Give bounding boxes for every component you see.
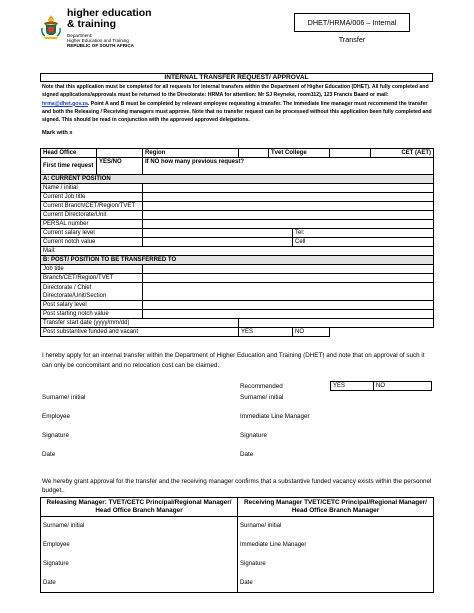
table-row <box>41 184 434 193</box>
application-table <box>40 148 434 337</box>
recommended-label: Recommended <box>240 383 283 390</box>
receiving-surname-field[interactable]: Surname/ initial <box>238 517 434 536</box>
recommend-yes[interactable]: YES <box>331 382 374 391</box>
post-salary-input[interactable] <box>143 301 434 310</box>
logo-country: REPUBLIC OF SOUTH AFRICA <box>67 43 134 49</box>
releasing-date-field[interactable]: Date <box>41 574 238 593</box>
current-directorate-label: Current Directorate/Unit <box>41 211 143 220</box>
applicant-date-label: Date <box>42 451 56 458</box>
salary-level-label: Current salary level <box>41 229 143 238</box>
manager-date-label: Date <box>240 451 254 458</box>
releasing-employee-field[interactable]: Employee <box>41 536 238 555</box>
head-office-label: Head Office <box>41 149 97 158</box>
table-row <box>41 158 434 175</box>
document-reference: DHET/HRMA/006 – Internal Transfer <box>294 13 410 32</box>
manager-surname-label: Surname/ initial <box>240 394 284 401</box>
directorate-label-line-2: Directorate/Unit/Section <box>43 292 107 299</box>
tvet-college-mark[interactable] <box>330 149 371 158</box>
table-row <box>41 229 434 238</box>
previous-requests-field[interactable]: If NO how many previous request? <box>143 158 434 175</box>
table-row <box>41 238 434 247</box>
notch-input[interactable] <box>143 238 293 247</box>
substantive-label: Post substantive funded and vacant <box>41 328 239 337</box>
approval-table <box>40 497 434 593</box>
head-office-mark[interactable] <box>97 149 143 158</box>
table-row <box>41 574 434 593</box>
table-row <box>41 498 434 517</box>
current-job-label: Current Job title <box>41 193 143 202</box>
receiving-manager-heading: Receiving Manager TVET/CETC Principal/Regional Manager/ Head Office Branch Manager <box>238 498 434 517</box>
manager-signature-label: Signature <box>240 432 267 439</box>
table-row <box>41 555 434 574</box>
note-text-1: Note that this application must be completed for all requests for internal transfers within the Department of Higher Education (DHET). All fully completed and signed applications/approvals must be returned to the Directorate: HRMA for attention: Mr SJ Reyneke, room112), 123 Francis Baard or mail: <box>42 84 429 99</box>
directorate-label-line-1: Directorate / Chief <box>43 284 92 291</box>
persal-label: PERSAL number <box>41 220 143 229</box>
table-row <box>41 274 434 283</box>
note-text-2: . Point A and B must be completed by relevant employee requesting a transfer. The immediate line manager must recommend the transfer and both the Releasing / Receiving managers must approve. Note that no transfer request can be processed without this application been fully completed and signed. This should be read in conjunction with the approved approved delegations. <box>42 100 432 124</box>
department-logo <box>40 8 190 56</box>
table-row <box>41 536 434 555</box>
current-directorate-input[interactable] <box>143 211 434 220</box>
table-row <box>41 517 434 536</box>
name-initial-input[interactable] <box>143 184 434 193</box>
current-branch-label: Current Branch/CET/Region/TVET <box>41 202 143 211</box>
table-row <box>41 319 434 328</box>
substantive-yes[interactable]: YES <box>239 328 293 337</box>
table-row <box>41 310 434 319</box>
table-row <box>41 328 434 337</box>
empty-cell <box>330 328 434 337</box>
current-job-input[interactable] <box>143 193 434 202</box>
directorate-input[interactable] <box>143 283 434 301</box>
job-title-input[interactable] <box>143 265 434 274</box>
section-row <box>41 175 434 184</box>
notch-label: Current notch value <box>41 238 143 247</box>
substantive-no[interactable]: NO <box>293 328 330 337</box>
post-notch-label: Post starting notch value <box>41 310 143 319</box>
table-row <box>41 202 434 211</box>
applicant-signature-label: Signature <box>42 432 69 439</box>
manager-role-label: Immediate Line Manager <box>240 413 310 420</box>
receiving-role-field[interactable]: Immediate Line Manager <box>238 536 434 555</box>
start-date-label: Transfer start date (yyyy/mm/dd) <box>41 319 239 328</box>
table-row <box>41 211 434 220</box>
yes-no-field[interactable]: YES/NO <box>97 158 143 175</box>
releasing-manager-heading: Releasing Manager: TVET/CETC Principal/Regional Manager/ Head Office Branch Manager <box>41 498 238 517</box>
coat-of-arms-icon <box>40 14 62 40</box>
form-title: INTERNAL TRANSFER REQUEST/ APPROVAL <box>40 73 433 82</box>
receiving-signature-field[interactable]: Signature <box>238 555 434 574</box>
releasing-surname-field[interactable]: Surname/ initial <box>41 517 238 536</box>
branch-label: Branch/CET/Region/TVET <box>41 274 143 283</box>
region-label: Region <box>143 149 239 158</box>
persal-input[interactable] <box>143 220 434 229</box>
job-title-label: Job title <box>41 265 143 274</box>
cell-field[interactable]: Cell <box>293 238 434 247</box>
section-row <box>41 256 434 265</box>
start-date-input[interactable] <box>239 319 434 328</box>
table-row <box>41 149 434 158</box>
receiving-date-field[interactable]: Date <box>238 574 434 593</box>
table-row <box>41 265 434 274</box>
applicant-declaration: I hereby apply for an internal transfer within the Department of Higher Education and Training (DHET) and note that on approval of such it can only be concomitant and no relocation cost can be claimed. <box>42 352 425 369</box>
section-b-heading: B: POST/ POSITION TO BE TRANSFERRED TO <box>41 256 434 265</box>
logo-subtitle <box>67 33 134 49</box>
mark-instruction: Mark with x <box>42 130 73 136</box>
table-row <box>41 220 434 229</box>
recommendation-table <box>330 381 432 391</box>
logo-department-label: Department: <box>67 33 93 38</box>
email-link[interactable]: hrma@dhet.gov.za <box>42 100 88 107</box>
post-salary-label: Post salary level <box>41 301 143 310</box>
logo-department-name: Higher Education and Training <box>67 38 129 44</box>
applicant-employee-label: Employee <box>42 413 71 420</box>
mail-field[interactable]: Mail: <box>41 247 434 256</box>
table-row <box>41 283 434 301</box>
recommend-no[interactable]: NO <box>374 382 432 391</box>
name-initial-label: Name / initial <box>41 184 143 193</box>
releasing-signature-field[interactable]: Signature <box>41 555 238 574</box>
region-mark[interactable] <box>239 149 269 158</box>
table-row <box>41 301 434 310</box>
post-notch-input[interactable] <box>143 310 434 319</box>
table-row <box>41 193 434 202</box>
salary-level-input[interactable] <box>143 229 293 238</box>
table-row <box>331 382 432 391</box>
current-branch-input[interactable] <box>143 202 434 211</box>
branch-input[interactable] <box>143 274 434 283</box>
section-a-heading: A: CURRENT POSITION <box>41 175 434 184</box>
grant-statement: We hereby grant approval for the transfer and the receiving manager confirms that a substantive funded vacancy exists within the personnel budget.. <box>42 478 432 495</box>
first-time-request-label: First time request <box>41 158 97 175</box>
tvet-college-label: Tvet College <box>269 149 330 158</box>
table-row <box>41 247 434 256</box>
instructions-note <box>42 83 434 124</box>
cet-label: CET (AET) <box>371 149 434 158</box>
applicant-surname-label: Surname/ initial <box>42 394 86 401</box>
directorate-label <box>41 283 143 301</box>
tel-field[interactable]: Tel: <box>293 229 434 238</box>
logo-title: higher education & training <box>67 7 152 30</box>
